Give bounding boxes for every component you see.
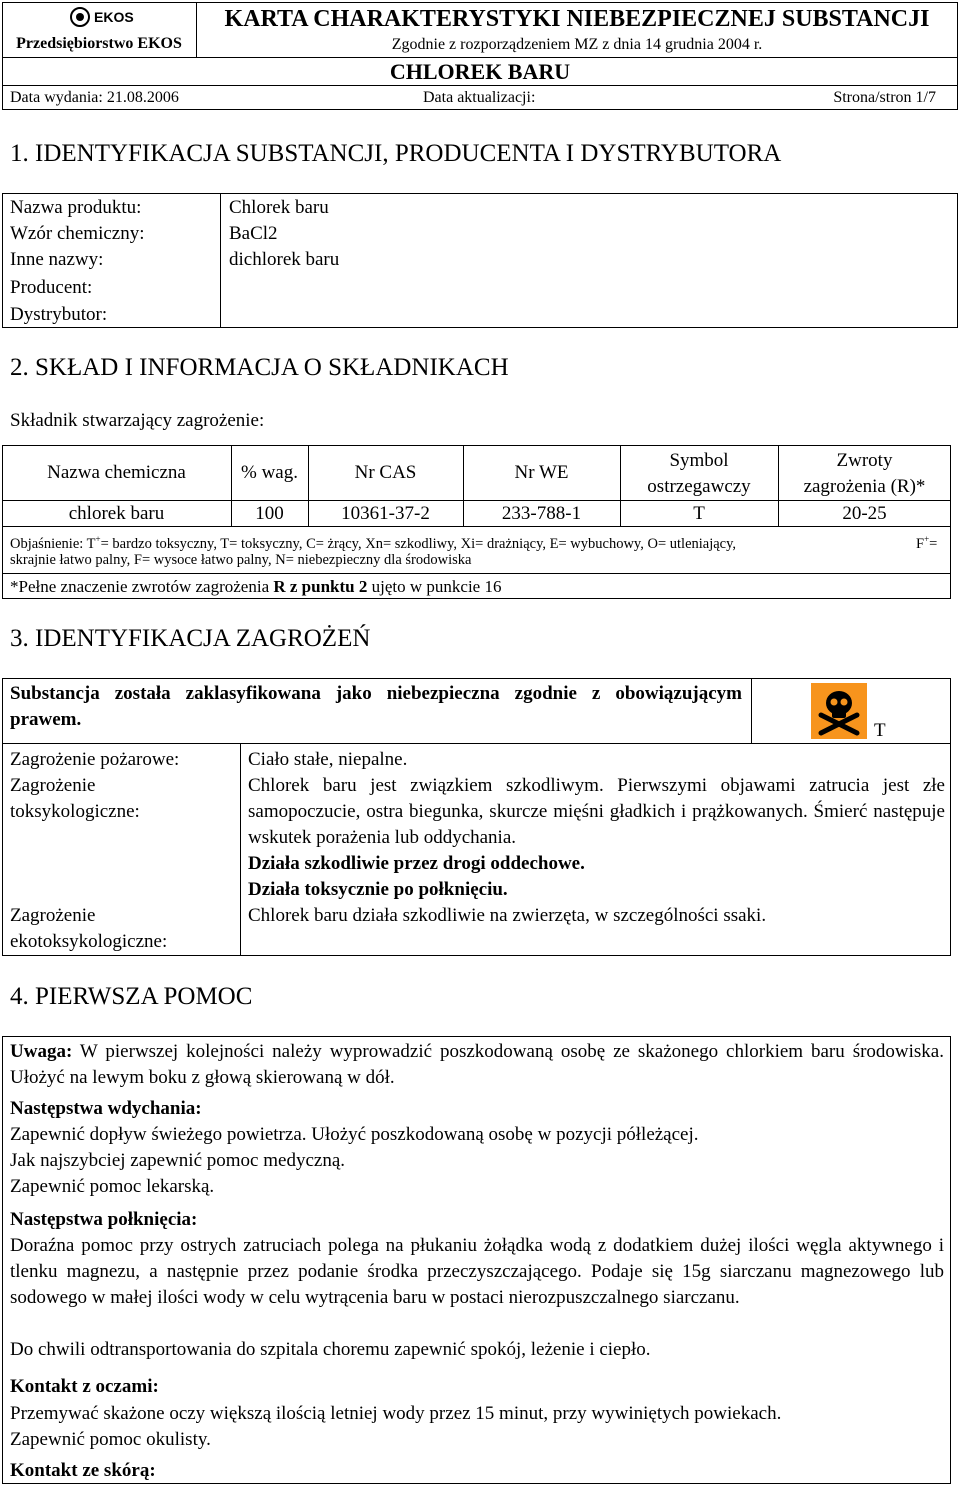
eco-hazard-value: Chlorek baru działa szkodliwie na zwierzęta, w szczególności ssaki.	[248, 905, 767, 926]
ingestion-label: Następstwa połknięcia:	[10, 1209, 198, 1230]
row-product-name-value: Chlorek baru	[229, 197, 329, 218]
skin-contact-label: Kontakt ze skórą:	[10, 1460, 156, 1481]
header-r-phrases-2: zagrożenia (R)*	[803, 476, 926, 497]
hazards-line-1	[2, 743, 951, 744]
logo-text: EKOS	[94, 9, 134, 25]
composition-line-2	[2, 526, 951, 527]
hazards-label-divider	[240, 743, 241, 956]
ingestion-text: Doraźna pomoc przy ostrych zatruciach polega na płukaniu żołądka wodą z dodatkiem dużej ilości węgla aktywnego i tlenku magnezu, a następnie przez podanie środka przeczyszczającego. Podaje się 15g siarczanu magnezowego lub sodowego w małej ilości wody w celu wytrącenia baru w postaci nierozpuszczalnego siarczanu.	[10, 1235, 944, 1308]
row-other-names-label: Inne nazwy:	[10, 249, 104, 270]
row-other-names-value: dichlorek baru	[229, 249, 340, 270]
explanation-f-plus: F+=	[916, 534, 938, 552]
company-name: Przedsiębiorstwo EKOS	[16, 35, 182, 52]
eye-contact-line-1: Przemywać skażone oczy większą ilością letniej wody przez 15 minut, przy wywiniętych powiekach.	[10, 1403, 782, 1424]
row-formula-label: Wzór chemiczny:	[10, 223, 145, 244]
inhalation-line-2: Jak najszybciej zapewnić pomoc medyczną.	[10, 1150, 345, 1171]
header-chemical-name: Nazwa chemiczna	[47, 462, 186, 483]
note-part-c: ujęto w punkcie 16	[367, 577, 502, 596]
header-r-phrases-1: Zwroty	[836, 450, 893, 471]
row-product-name-label: Nazwa produktu:	[10, 197, 142, 218]
explanation-prefix: Objaśnienie: T	[10, 535, 96, 552]
explanation-main: = bardzo toksyczny, T= toksyczny, C= żrący, Xn= szkodliwy, Xi= drażniący, E= wybuchowy, O= utleniający,	[100, 535, 737, 552]
composition-line-3	[2, 573, 951, 574]
substance-title: CHLOREK BARU	[389, 59, 571, 84]
explanation-f: F	[916, 535, 925, 552]
identification-divider	[220, 193, 221, 328]
cell-cas: 10361-37-2	[341, 503, 430, 524]
company-logo	[70, 6, 140, 28]
section-2-title: 2. SKŁAD I INFORMACJA O SKŁADNIKACH	[10, 354, 509, 381]
cell-symbol: T	[693, 503, 705, 524]
toxic-symbol	[811, 683, 867, 739]
tox-hazard-inhalation: Działa szkodliwie przez drogi oddechowe.	[248, 853, 585, 874]
header-cas: Nr CAS	[354, 462, 417, 483]
header-we: Nr WE	[514, 462, 569, 483]
section-4-title: 4. PIERWSZA POMOC	[10, 983, 253, 1010]
note-part-a: *Pełne znaczenie zwrotów zagrożenia	[10, 577, 274, 596]
ingestion-last: Do chwili odtransportowania do szpitala choremu zapewnić spokój, leżenie i ciepło.	[10, 1339, 651, 1360]
page-number: Strona/stron 1/7	[833, 89, 936, 106]
skull-crossbones-icon	[811, 683, 867, 739]
hazards-symbol-divider	[751, 678, 752, 743]
explanation-f-suffix: =	[929, 535, 938, 552]
toxic-symbol-label: T	[874, 720, 886, 741]
explanation-line-1: Objaśnienie: T+= bardzo toksyczny, T= toksyczny, C= żrący, Xn= szkodliwy, Xi= drażniący, E= wybuchowy, O= utleniający,	[10, 534, 737, 552]
header-symbol-1: Symbol	[669, 450, 729, 471]
tox-hazard-ingestion: Działa toksycznie po połknięciu.	[248, 879, 508, 900]
eye-contact-label: Kontakt z oczami:	[10, 1376, 159, 1397]
row-distributor-label: Dystrybutor:	[10, 304, 108, 325]
note-part-b: R z punktu 2	[273, 577, 368, 596]
cell-r-phrases: 20-25	[842, 503, 887, 524]
eco-hazard-label: Zagrożenie ekotoksykologiczne:	[10, 905, 168, 952]
document-title: KARTA CHARAKTERYSTYKI NIEBEZPIECZNEJ SUBSTANCJI	[224, 6, 930, 32]
identification-table	[2, 193, 958, 328]
r-phrases-note	[10, 575, 501, 599]
section-1-title: 1. IDENTYFIKACJA SUBSTANCJI, PRODUCENTA I DYSTRYBUTORA	[10, 140, 782, 167]
warning-label: Uwaga:	[10, 1041, 73, 1062]
row-formula-value: BaCl2	[229, 223, 278, 244]
header-weight-percent: % wag.	[241, 462, 298, 483]
tox-hazard-label: Zagrożenie toksykologiczne:	[10, 775, 140, 822]
cell-we: 233-788-1	[501, 503, 582, 524]
fire-hazard-label: Zagrożenie pożarowe:	[10, 749, 180, 770]
row-producer-label: Producent:	[10, 277, 93, 298]
cell-chemical-name: chlorek baru	[68, 503, 165, 524]
inhalation-line-1: Zapewnić dopływ świeżego powietrza. Ułożyć poszkodowaną osobę w pozycji półleżącej.	[10, 1124, 699, 1145]
explanation-line-2: skrajnie łatwo palny, F= wysoce łatwo palny, N= niebezpieczny dla środowiska	[10, 552, 472, 568]
document-subtitle: Zgodnie z rozporządzeniem MZ z dnia 14 grudnia 2004 r.	[391, 36, 763, 53]
inhalation-line-3: Zapewnić pomoc lekarską.	[10, 1176, 215, 1197]
header-symbol-2: ostrzegawczy	[647, 476, 751, 497]
issue-date: Data wydania: 21.08.2006	[10, 89, 179, 106]
tox-hazard-text: Chlorek baru jest związkiem szkodliwym. Pierwszymi objawami zatrucia jest złe samopoczucie, ostra biegunka, skurcze mięśni gładkich i prążkowanych. Śmierć następuje wskutek porażenia lub oddychania.	[248, 775, 945, 848]
warning-text	[10, 1039, 944, 1091]
cell-weight-percent: 100	[255, 503, 284, 524]
warning-body: W pierwszej kolejności należy wyprowadzić poszkodowaną osobę ze skażonego chlorkiem baru środowiska. Ułożyć na lewym boku z głową skierowaną w dół.	[10, 1041, 944, 1088]
update-date: Data aktualizacji:	[423, 89, 536, 106]
section-3-title: 3. IDENTYFIKACJA ZAGROŻEŃ	[10, 625, 371, 652]
hazard-component-label: Składnik stwarzający zagrożenie:	[10, 410, 265, 431]
classification-text: Substancja została zaklasyfikowana jako niebezpieczna zgodnie z obowiązującym prawem.	[10, 683, 742, 730]
eye-contact-line-2: Zapewnić pomoc okulisty.	[10, 1429, 211, 1450]
fire-hazard-value: Ciało stałe, niepalne.	[248, 749, 408, 770]
inhalation-label: Następstwa wdychania:	[10, 1098, 202, 1119]
